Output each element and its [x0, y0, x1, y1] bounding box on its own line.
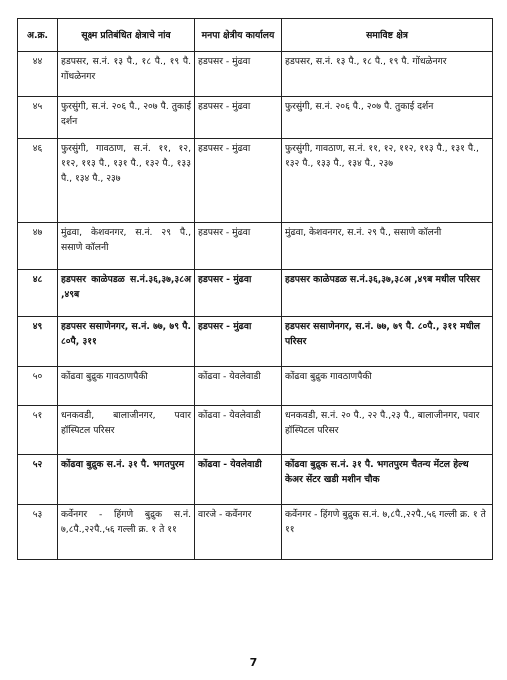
ward-office: कोंढवा - येवलेवाडी	[195, 406, 282, 455]
ward-office: हडपसर - मुंढवा	[195, 223, 282, 270]
ward-office: हडपसर - मुंढवा	[195, 52, 282, 97]
ward-office: कोंढवा - येवलेवाडी	[195, 455, 282, 505]
serial-number: ५२	[18, 455, 58, 505]
table-row	[18, 317, 493, 367]
serial-number: ४७	[18, 223, 58, 270]
page-number: 7	[249, 656, 258, 669]
serial-number: ५०	[18, 367, 58, 406]
table-row	[18, 455, 493, 505]
included-area: कर्वेनगर - हिंगणे बुद्रुक स.नं. ७,८पै.,२२पै.,५६ गल्ली क्र. १ ते ११	[282, 505, 493, 560]
serial-number: ४९	[18, 317, 58, 367]
header-included-area: समाविष्ट क्षेत्र	[282, 19, 493, 52]
included-area: कोंढवा बुद्रुक गावठाणपैकी	[282, 367, 493, 406]
zone-name: कोंढवा बुद्रुक स.नं. ३१ पै. भगतपुरम	[58, 455, 195, 505]
serial-number: ४६	[18, 139, 58, 223]
serial-number: ५३	[18, 505, 58, 560]
included-area: हडपसर काळेपडळ स.नं.३६,३७,३८अ ,४९ब मधील परिसर	[282, 270, 493, 317]
header-ward-office: मनपा क्षेत्रीय कार्यालय	[195, 19, 282, 52]
zone-name: हडपसर, स.नं. १३ पै., १८ पै., १९ पै. गोंधळेनगर	[58, 52, 195, 97]
zone-name: फुरसुंगी, गावठाण, स.नं. ११, १२, ११२, ११३ पै., १३१ पै., १३२ पै., १३३ पै., १३४ पै., २३७	[58, 139, 195, 223]
table-row	[18, 367, 493, 406]
included-area: हडपसर, स.नं. १३ पै., १८ पै., १९ पै. गोंधळेनगर	[282, 52, 493, 97]
ward-office: कोंढवा - येवलेवाडी	[195, 367, 282, 406]
header-serial-number: अ.क्र.	[18, 19, 58, 52]
table-header-row	[18, 19, 493, 52]
serial-number: ५१	[18, 406, 58, 455]
table-row	[18, 270, 493, 317]
included-area: धनकवडी, स.नं. २० पै., २२ पै.,२३ पै., बालाजीनगर, पवार हॉस्पिटल परिसर	[282, 406, 493, 455]
zone-name: धनकवडी, बालाजीनगर, पवार हॉस्पिटल परिसर	[58, 406, 195, 455]
serial-number: ४८	[18, 270, 58, 317]
zone-name: हडपसर काळेपडळ स.नं.३६,३७,३८अ ,४९ब	[58, 270, 195, 317]
containment-zones-table	[17, 18, 493, 560]
serial-number: ४५	[18, 97, 58, 139]
ward-office: हडपसर - मुंढवा	[195, 270, 282, 317]
ward-office: हडपसर - मुंढवा	[195, 317, 282, 367]
header-zone-name: सूक्ष्म प्रतिबंधित क्षेत्राचे नांव	[58, 19, 195, 52]
zone-name: कोंढवा बुद्रुक गावठाणपैकी	[58, 367, 195, 406]
table-row	[18, 97, 493, 139]
table-row	[18, 223, 493, 270]
included-area: मुंढवा, केशवनगर, स.नं. २९ पै., ससाणे कॉलनी	[282, 223, 493, 270]
table-row	[18, 505, 493, 560]
included-area: हडपसर ससाणेनगर, स.नं. ७७, ७९ पै. ८०पै., ३११ मधील परिसर	[282, 317, 493, 367]
included-area: फुरसुंगी, स.नं. २०६ पै., २०७ पै. तुकाई दर्शन	[282, 97, 493, 139]
zone-name: फुरसुंगी, स.नं. २०६ पै., २०७ पै. तुकाई दर्शन	[58, 97, 195, 139]
table-row	[18, 52, 493, 97]
included-area: फुरसुंगी, गावठाण, स.नं. ११, १२, ११२, ११३ पै., १३१ पै., १३२ पै., १३३ पै., १३४ पै., २३७	[282, 139, 493, 223]
zone-name: हडपसर ससाणेनगर, स.नं. ७७, ७९ पै. ८०पै, ३११	[58, 317, 195, 367]
ward-office: हडपसर - मुंढवा	[195, 139, 282, 223]
included-area: कोंढवा बुद्रुक स.नं. ३१ पै. भगतपुरम चैतन्य मेंटल हेल्थ केअर सेंटर खडी मशीन चौक	[282, 455, 493, 505]
table-row	[18, 406, 493, 455]
ward-office: हडपसर - मुंढवा	[195, 97, 282, 139]
zone-name: मुंढवा, केशवनगर, स.नं. २९ पै., ससाणे कॉलनी	[58, 223, 195, 270]
serial-number: ४४	[18, 52, 58, 97]
table-row	[18, 139, 493, 223]
ward-office: वारजे - कर्वेनगर	[195, 505, 282, 560]
zone-name: कर्वेनगर - हिंगणे बुद्रुक स.नं. ७,८पै.,२२पै.,५६ गल्ली क्र. १ ते ११	[58, 505, 195, 560]
